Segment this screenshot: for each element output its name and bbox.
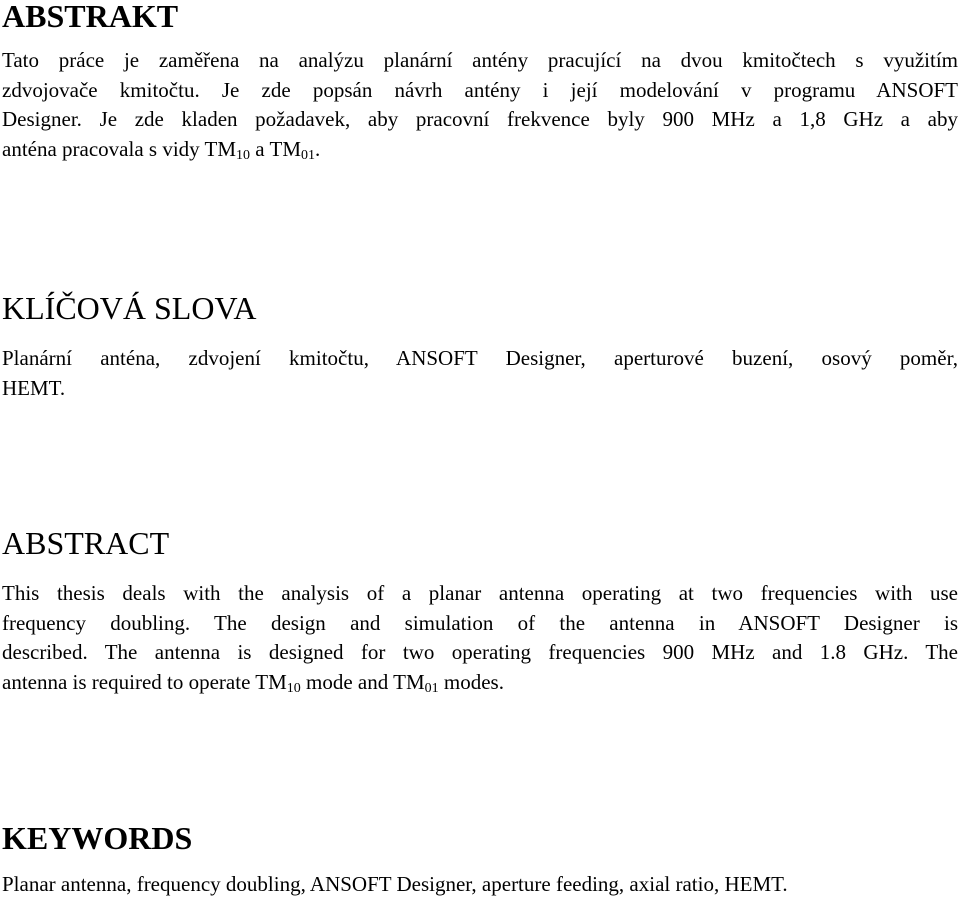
abstract-line: described. The antenna is designed for two operating frequencies 900 MHz and 1.8 GHz. The: [2, 640, 958, 664]
keywords-section: [2, 822, 958, 900]
abstrakt-line: Tato práce je zaměřena na analýzu planární antény pracující na dvou kmitočtech s využitím: [2, 48, 958, 72]
abstract-paragraph: [2, 579, 958, 697]
klicova-slova-section: [2, 292, 958, 403]
abstract-text-segment: modes.: [438, 669, 504, 694]
abstract-section: [2, 527, 958, 697]
abstract-text-segment: mode and TM: [300, 669, 425, 694]
klicova-slova-line: HEMT.: [2, 375, 66, 400]
mode-subscript: 10: [236, 147, 251, 163]
abstrakt-text-segment: a TM: [250, 136, 301, 161]
klicova-slova-paragraph: [2, 344, 958, 403]
klicova-slova-line: Planární anténa, zdvojení kmitočtu, ANSOFT Designer, aperturové buzení, osový poměr,: [2, 346, 958, 370]
mode-subscript: 01: [424, 680, 439, 696]
abstract-line: This thesis deals with the analysis of a planar antenna operating at two frequencies with use: [2, 581, 958, 605]
abstract-text-segment: antenna is required to operate TM: [2, 669, 287, 694]
abstract-heading: ABSTRACT: [2, 525, 170, 561]
abstrakt-heading: ABSTRAKT: [2, 0, 179, 34]
keywords-heading: KEYWORDS: [2, 820, 193, 856]
abstrakt-line: zdvojovače kmitočtu. Je zde popsán návrh antény i její modelování v programu ANSOFT: [2, 77, 958, 102]
abstrakt-paragraph: [2, 46, 958, 164]
abstract-line: frequency doubling. The design and simulation of the antenna in ANSOFT Designer is: [2, 610, 958, 635]
mode-subscript: 10: [286, 680, 301, 696]
keywords-line: Planar antenna, frequency doubling, ANSOFT Designer, aperture feeding, axial ratio, HEMT.: [2, 872, 788, 896]
keywords-paragraph: [2, 870, 958, 900]
abstrakt-text-segment: anténa pracovala s vidy TM: [2, 136, 237, 161]
mode-subscript: 01: [301, 147, 315, 163]
abstrakt-line: Designer. Je zde kladen požadavek, aby pracovní frekvence byly 900 MHz a 1,8 GHz a aby: [2, 107, 958, 131]
abstrakt-text-segment: .: [315, 136, 321, 161]
klicova-slova-heading: KLÍČOVÁ SLOVA: [2, 290, 257, 326]
abstrakt-last-line: [2, 135, 958, 165]
abstract-last-line: [2, 668, 958, 698]
abstrakt-section: [2, 0, 958, 164]
